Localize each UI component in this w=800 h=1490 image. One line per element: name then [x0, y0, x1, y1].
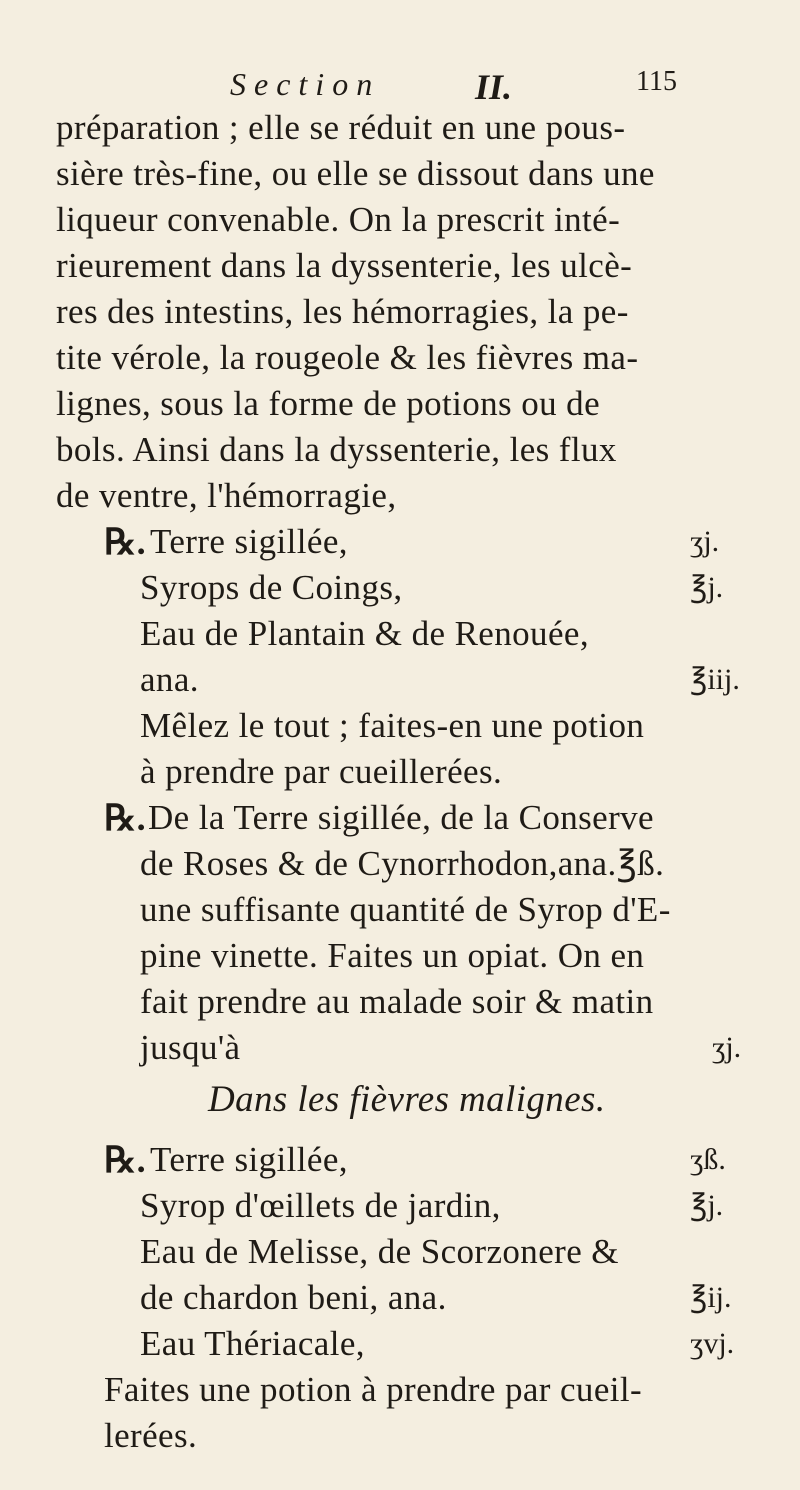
recipe-dose: ʒj. — [690, 525, 720, 558]
section-number: II. — [475, 67, 513, 107]
page-number: 115 — [636, 66, 677, 97]
recipe-item: Terre sigillée, — [150, 522, 348, 561]
paragraph-line: rieurement dans la dyssenterie, les ulcè- — [56, 246, 633, 285]
recipe-item: Syrops de Coings, — [140, 568, 403, 607]
recipe-line: jusqu'à — [140, 1028, 241, 1067]
running-header — [230, 66, 790, 106]
recipe-line: de Roses & de Cynorrhodon,ana.℥ß. — [140, 844, 665, 883]
recipe-line: De la Terre sigillée, de la Conserve — [148, 798, 654, 837]
recipe-line: une suffisante quantité de Syrop d'E- — [140, 890, 671, 929]
paragraph-line: sière très-fine, ou elle se dissout dans une — [56, 154, 655, 193]
section-subtitle: Dans les fièvres malignes. — [208, 1079, 606, 1120]
recipe-item: Eau Thériacale, — [140, 1324, 365, 1363]
recipe-instruction: lerées. — [104, 1416, 198, 1455]
recipe-symbol: ℞. — [104, 798, 147, 838]
recipe-instruction: à prendre par cueillerées. — [140, 752, 503, 791]
paragraph-line: préparation ; elle se réduit en une pous- — [56, 108, 626, 147]
recipe-dose: ʒj. — [712, 1031, 742, 1064]
recipe-dose: ʒß. — [690, 1143, 726, 1176]
recipe-item: Syrop d'œillets de jardin, — [140, 1186, 501, 1225]
recipe-symbol: ℞. — [104, 522, 147, 562]
recipe-dose: ℥j. — [690, 571, 724, 604]
recipe-instruction: Mêlez le tout ; faites-en une potion — [140, 706, 645, 745]
recipe-dose: ℥iij. — [690, 663, 740, 696]
recipe-dose: ℥ij. — [690, 1281, 732, 1314]
paragraph-line: de ventre, l'hémorragie, — [56, 476, 397, 515]
recipe-line: pine vinette. Faites un opiat. On en — [140, 936, 645, 975]
paragraph-line: bols. Ainsi dans la dyssenterie, les flux — [56, 430, 617, 469]
recipe-dose: ʒvj. — [690, 1327, 735, 1360]
paragraph-line: tite vérole, la rougeole & les fièvres ma- — [56, 338, 639, 377]
recipe-line: fait prendre au malade soir & matin — [140, 982, 654, 1021]
recipe-dose: ℥j. — [690, 1189, 724, 1222]
recipe-item: Eau de Melisse, de Scorzonere & — [140, 1232, 619, 1271]
paragraph-line: lignes, sous la forme de potions ou de — [56, 384, 601, 423]
section-label: Section — [230, 66, 381, 102]
recipe-symbol: ℞. — [104, 1140, 147, 1180]
paragraph-line: res des intestins, les hémorragies, la pe- — [56, 292, 629, 331]
recipe-instruction: Faites une potion à prendre par cueil- — [104, 1370, 643, 1409]
paragraph-line: liqueur convenable. On la prescrit inté- — [56, 200, 621, 239]
recipe-item: ana. — [140, 660, 199, 699]
recipe-item: Eau de Plantain & de Renouée, — [140, 614, 589, 653]
recipe-item: de chardon beni, ana. — [140, 1278, 447, 1317]
recipe-item: Terre sigillée, — [150, 1140, 348, 1179]
